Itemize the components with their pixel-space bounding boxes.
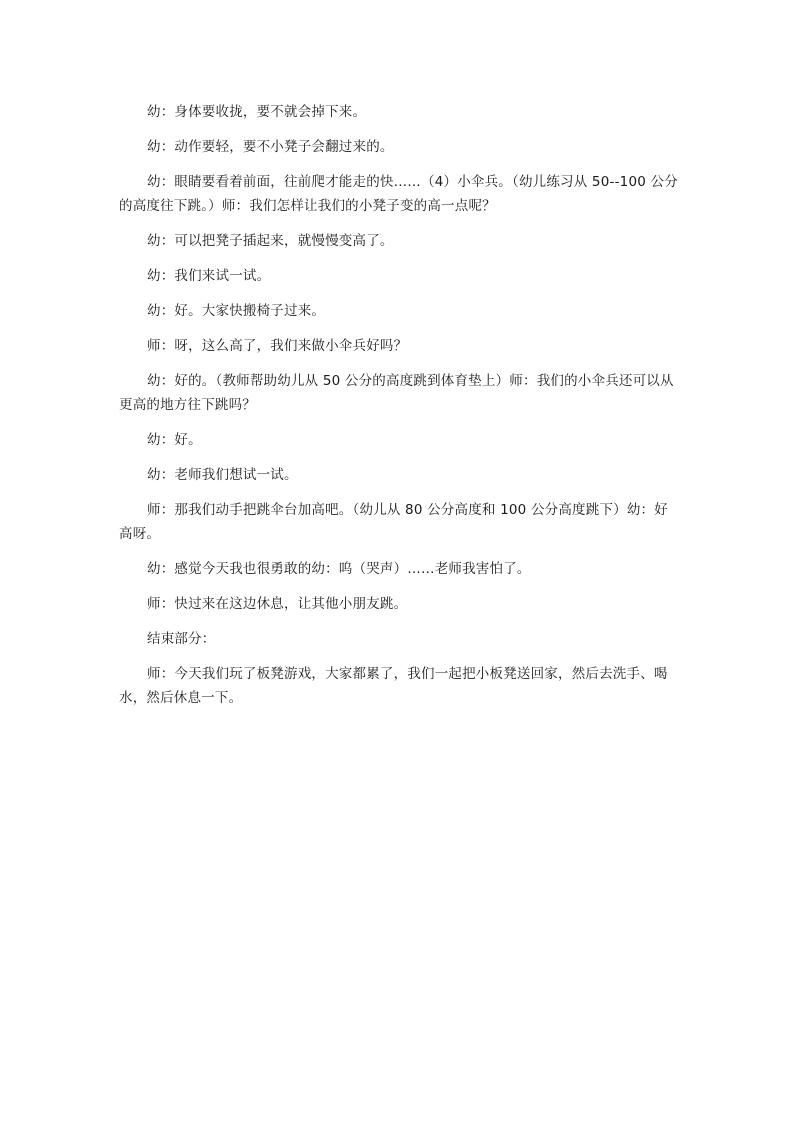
- paragraph-7: 师：呀，这么高了，我们来做小伞兵好吗？: [147, 338, 408, 354]
- paragraph-8: 幼：好的。（教师帮助幼儿从 50 公分的高度跳到体育垫上）师：我们的小伞兵还可以从更高的地方往下跳吗？: [119, 373, 674, 413]
- paragraph-6: 幼：好。大家快搬椅子过来。: [147, 303, 326, 319]
- paragraph-13: 师：快过来在这边休息，让其他小朋友跳。: [147, 596, 408, 612]
- paragraph-1: 幼：身体要收拢，要不就会掉下来。: [147, 104, 367, 120]
- document-body: [119, 100, 679, 721]
- paragraph-4: 幼：可以把凳子插起来，就慢慢变高了。: [147, 233, 394, 249]
- paragraph-10: 幼：老师我们想试一试。: [147, 467, 298, 483]
- paragraph-11: 师：那我们动手把跳伞台加高吧。（幼儿从 80 公分高度和 100 公分高度跳下）幼：好高呀。: [119, 502, 668, 542]
- paragraph-3: 幼：眼睛要看着前面，往前爬才能走的快……（4）小伞兵。（幼儿练习从 50--100 公分的高度往下跳。）师：我们怎样让我们的小凳子变的高一点呢？: [119, 174, 678, 214]
- paragraph-5: 幼：我们来试一试。: [147, 268, 271, 284]
- section-heading-ending: 结束部分：: [147, 631, 216, 647]
- paragraph-15: 师：今天我们玩了板凳游戏，大家都累了，我们一起把小板凳送回家，然后去洗手、喝水，然后休息一下。: [119, 666, 668, 706]
- paragraph-2: 幼：动作要轻，要不小凳子会翻过来的。: [147, 139, 394, 155]
- paragraph-9: 幼：好。: [147, 432, 202, 448]
- paragraph-12: 幼：感觉今天我也很勇敢的幼：呜（哭声）……老师我害怕了。: [147, 561, 531, 577]
